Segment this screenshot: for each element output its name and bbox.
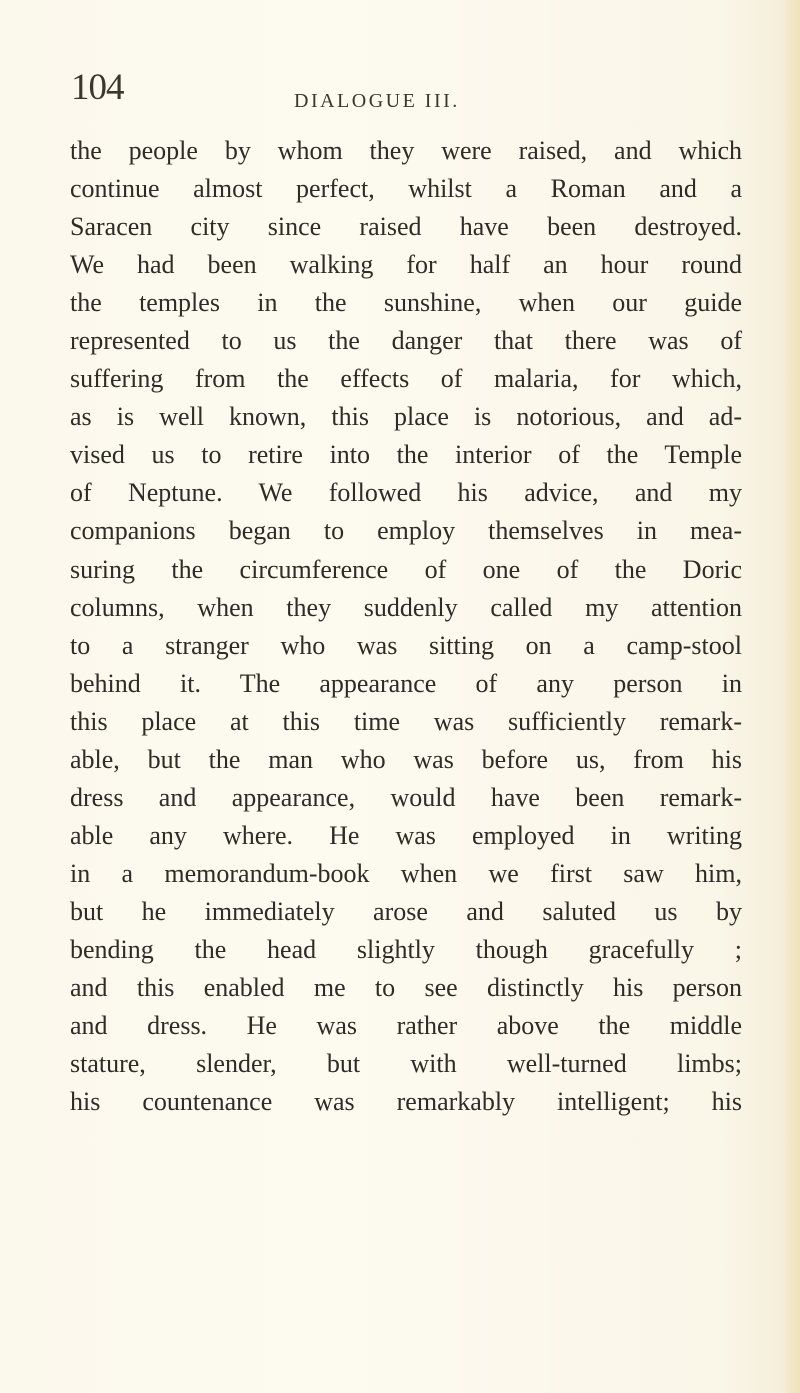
text-line: the people by whom they were raised, and which [70,136,742,165]
running-head: DIALOGUE III. [294,90,460,112]
text-line: and dress. He was rather above the middle [70,1011,742,1041]
text-line: able any where. He was employed in writing [70,820,742,850]
text-line: companions began to employ themselves in mea- [70,516,742,546]
text-line: behind it. The appearance of any person in [70,668,742,698]
text-line: stature, slender, but with well-turned limbs; [70,1049,742,1079]
text-line: vised us to retire into the interior of the Temple [70,440,742,470]
page-edge-shadow [782,0,800,1393]
text-line: but he immediately arose and saluted us by [70,896,742,926]
text-line: able, but the man who was before us, from his [70,744,742,774]
text-line: to a stranger who was sitting on a camp-stool [70,630,742,660]
text-line: his countenance was remarkably intelligent; his [70,1087,742,1117]
text-line: dress and appearance, would have been remark- [70,782,742,812]
text-line: the temples in the sunshine, when our guide [70,288,742,318]
text-line: and this enabled me to see distinctly his person [70,973,742,1003]
text-line: this place at this time was sufficiently remark- [70,706,742,736]
text-line: columns, when they suddenly called my attention [70,592,742,622]
text-line: bending the head slightly though gracefully ; [70,934,742,964]
text-line: represented to us the danger that there was of [70,326,742,356]
text-line: Saracen city since raised have been destroyed. [70,212,742,242]
body-text [70,132,742,1121]
page-number: 104 [71,67,124,108]
text-line: as is well known, this place is notorious, and ad- [70,402,742,432]
text-line: in a memorandum-book when we first saw him, [70,858,742,888]
text-line: suffering from the effects of malaria, for which, [70,364,742,394]
text-line: We had been walking for half an hour round [70,250,742,280]
text-line: of Neptune. We followed his advice, and my [70,478,742,508]
text-line: continue almost perfect, whilst a Roman and a [70,174,742,204]
text-line: suring the circumference of one of the Doric [70,554,742,584]
